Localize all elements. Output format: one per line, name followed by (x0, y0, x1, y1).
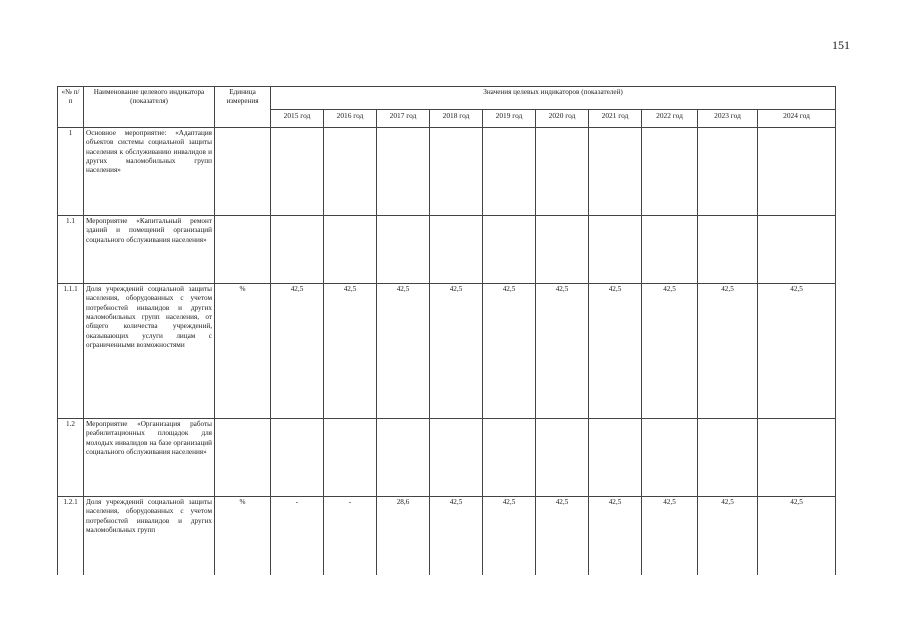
row-value: 42,5 (536, 284, 589, 419)
row-value (642, 419, 698, 497)
row-value (536, 216, 589, 284)
row-name: Мероприятие «Организация работы реабилитационных площадок для молодых инвалидов на базе организаций социального обслуживания населения» (84, 419, 215, 497)
row-value: 42,5 (377, 284, 430, 419)
row-value: 42,5 (324, 284, 377, 419)
row-num: 1.1.1 (58, 284, 84, 419)
header-year: 2023 год (698, 110, 758, 128)
row-value (324, 128, 377, 216)
row-value: 42,5 (589, 284, 642, 419)
header-unit: Единица измерения (215, 87, 271, 128)
row-name: Доля учреждений социальной защиты населения, оборудованных с учетом потребностей инвалидов и других маломобильных групп (84, 497, 215, 575)
header-year: 2020 год (536, 110, 589, 128)
row-name: Доля учреждений социальной защиты населения, оборудованных с учетом потребностей инвалидов и других маломобильных групп населения, от общего количества учреждений, оказывающих услуги лицам с ограниченными возможностями (84, 284, 215, 419)
row-value: 28,6 (377, 497, 430, 575)
row-value: 42,5 (698, 497, 758, 575)
row-value (430, 216, 483, 284)
row-value (589, 419, 642, 497)
row-num: 1.2 (58, 419, 84, 497)
row-value (698, 419, 758, 497)
row-value (589, 216, 642, 284)
row-value (271, 128, 324, 216)
row-value (758, 128, 836, 216)
row-value: 42,5 (536, 497, 589, 575)
row-value: 42,5 (642, 497, 698, 575)
row-value (642, 128, 698, 216)
row-value (698, 128, 758, 216)
table-row (58, 216, 836, 284)
row-value: 42,5 (758, 497, 836, 575)
row-unit (215, 419, 271, 497)
row-value: 42,5 (483, 497, 536, 575)
row-value (377, 419, 430, 497)
header-year: 2018 год (430, 110, 483, 128)
row-value (430, 128, 483, 216)
row-value: - (271, 497, 324, 575)
row-value (271, 216, 324, 284)
row-value: 42,5 (758, 284, 836, 419)
row-unit: % (215, 497, 271, 575)
row-value (483, 419, 536, 497)
row-value (430, 419, 483, 497)
table-row (58, 419, 836, 497)
row-unit (215, 216, 271, 284)
row-value (589, 128, 642, 216)
row-value (758, 419, 836, 497)
table-header (58, 87, 836, 128)
row-value (271, 419, 324, 497)
header-name: Наименование целевого индикатора (показателя) (84, 87, 215, 128)
table-row (58, 497, 836, 575)
header-num: «№ п/п (58, 87, 84, 128)
row-value (377, 128, 430, 216)
row-value: 42,5 (698, 284, 758, 419)
row-value (377, 216, 430, 284)
row-value (536, 419, 589, 497)
row-name: Мероприятие «Капитальный ремонт зданий и помещений организаций социального обслуживания населения» (84, 216, 215, 284)
header-values-group: Значения целевых индикаторов (показателей) (271, 87, 836, 110)
header-year: 2019 год (483, 110, 536, 128)
table-row (58, 128, 836, 216)
row-name: Основное мероприятие: «Адаптация объектов системы социальной защиты населения к обслуживанию инвалидов и других маломобильных групп населения» (84, 128, 215, 216)
row-value: 42,5 (430, 284, 483, 419)
row-value (698, 216, 758, 284)
row-unit (215, 128, 271, 216)
header-year: 2022 год (642, 110, 698, 128)
row-value: - (324, 497, 377, 575)
row-value: 42,5 (430, 497, 483, 575)
header-year: 2016 год (324, 110, 377, 128)
row-value: 42,5 (271, 284, 324, 419)
row-value (324, 216, 377, 284)
row-value: 42,5 (589, 497, 642, 575)
row-value: 42,5 (642, 284, 698, 419)
header-year: 2017 год (377, 110, 430, 128)
row-value (483, 128, 536, 216)
row-num: 1.1 (58, 216, 84, 284)
page-number: 151 (832, 38, 850, 52)
header-year: 2024 год (758, 110, 836, 128)
row-value (483, 216, 536, 284)
row-unit: % (215, 284, 271, 419)
header-year: 2021 год (589, 110, 642, 128)
row-num: 1 (58, 128, 84, 216)
row-value (324, 419, 377, 497)
row-num: 1.2.1 (58, 497, 84, 575)
indicators-table (57, 86, 836, 575)
header-year: 2015 год (271, 110, 324, 128)
row-value (536, 128, 589, 216)
row-value (642, 216, 698, 284)
table-row (58, 284, 836, 419)
row-value (758, 216, 836, 284)
row-value: 42,5 (483, 284, 536, 419)
table-body (58, 128, 836, 575)
